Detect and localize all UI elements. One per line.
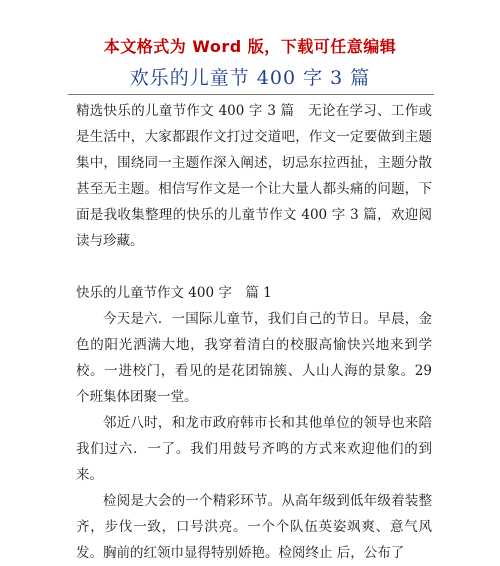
editable-notice: 本文格式为 Word 版，下载可任意编辑 <box>103 37 397 56</box>
body-paragraph-2: 邻近八时，和龙市政府韩市长和其他单位的领导也来陪我们过六．一了。我们用鼓号齐鸣的方式来欢迎他们的到来。 <box>76 415 432 483</box>
title-divider <box>68 94 434 95</box>
paragraph-gap <box>76 254 432 280</box>
intro-paragraph: 精选快乐的儿童节作文 400 字 3 篇 无论在学习、工作或是生活中，大家都跟作文打过交道吧，作文一定要做到主题集中，围绕同一主题作深入阐述，切忌东拉西扯，主题分散甚至无主题。相信写作文是一个让大量人都头痛的问题，下面是我收集整理的快乐的儿童节作文 400 字 3 篇，欢迎阅读与珍藏。 <box>76 103 432 249</box>
body-paragraph-3: 检阅是大会的一个精彩环节。从高年级到低年级着装整齐，步伐一致，口号洪亮。一个个队伍英姿飒爽、意气风发。胸前的红领巾显得特别娇艳。检阅终止 后，公布了 <box>76 493 432 561</box>
body-paragraph-1: 今天是六．一国际儿童节，我们自己的节日。早晨，金色的阳光洒满大地，我穿着清白的校服高愉快兴地来到学校。一进校门，看见的是花团锦簇、人山人海的景象。29 个班集体团聚一堂。 <box>76 311 432 405</box>
document-body <box>76 98 432 566</box>
section-heading: 快乐的儿童节作文 400 字 篇 1 <box>76 285 272 301</box>
document-title: 欢乐的儿童节 400 字 3 篇 <box>129 67 371 89</box>
